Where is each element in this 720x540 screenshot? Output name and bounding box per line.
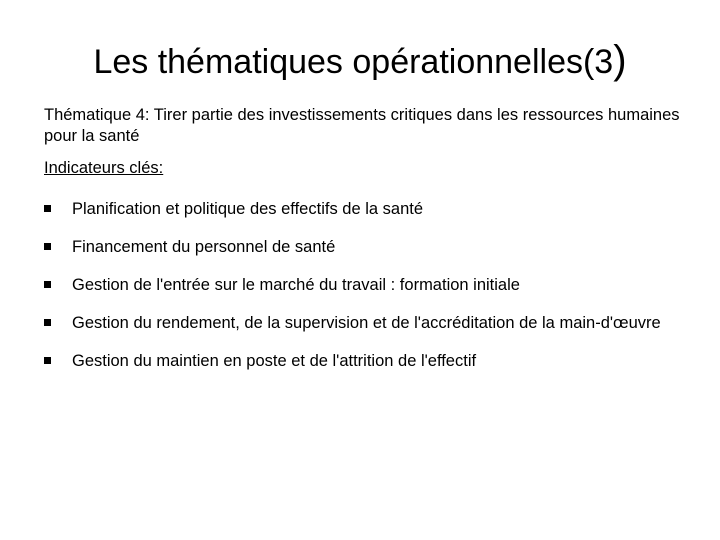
- list-item-text: Gestion de l'entrée sur le marché du travail : formation initiale: [72, 276, 520, 294]
- list-item: [44, 304, 684, 342]
- list-item-text: Planification et politique des effectifs de la santé: [72, 200, 424, 218]
- square-bullet-icon: [44, 205, 51, 212]
- slide-title-text: Les thématiques opérationnelles(3: [93, 43, 614, 81]
- square-bullet-icon: [44, 319, 51, 326]
- list-item-text: Gestion du maintien en poste et de l'attrition de l'effectif: [72, 352, 477, 370]
- theme-heading: Thématique 4: Tirer partie des investissements critiques dans les ressources humaines pour la santé: [44, 106, 680, 145]
- list-item: [44, 266, 684, 304]
- list-item: [44, 190, 684, 228]
- slide-title: [0, 36, 720, 86]
- square-bullet-icon: [44, 357, 51, 364]
- slide-title-paren: ): [613, 38, 627, 82]
- indicator-list: [44, 190, 684, 380]
- list-item-text: Financement du personnel de santé: [72, 238, 336, 256]
- square-bullet-icon: [44, 281, 51, 288]
- square-bullet-icon: [44, 243, 51, 250]
- indicators-label: Indicateurs clés:: [44, 159, 164, 177]
- list-item: [44, 342, 684, 380]
- list-item: [44, 228, 684, 266]
- list-item-text: Gestion du rendement, de la supervision et de l'accréditation de la main-d'œuvre: [72, 314, 661, 332]
